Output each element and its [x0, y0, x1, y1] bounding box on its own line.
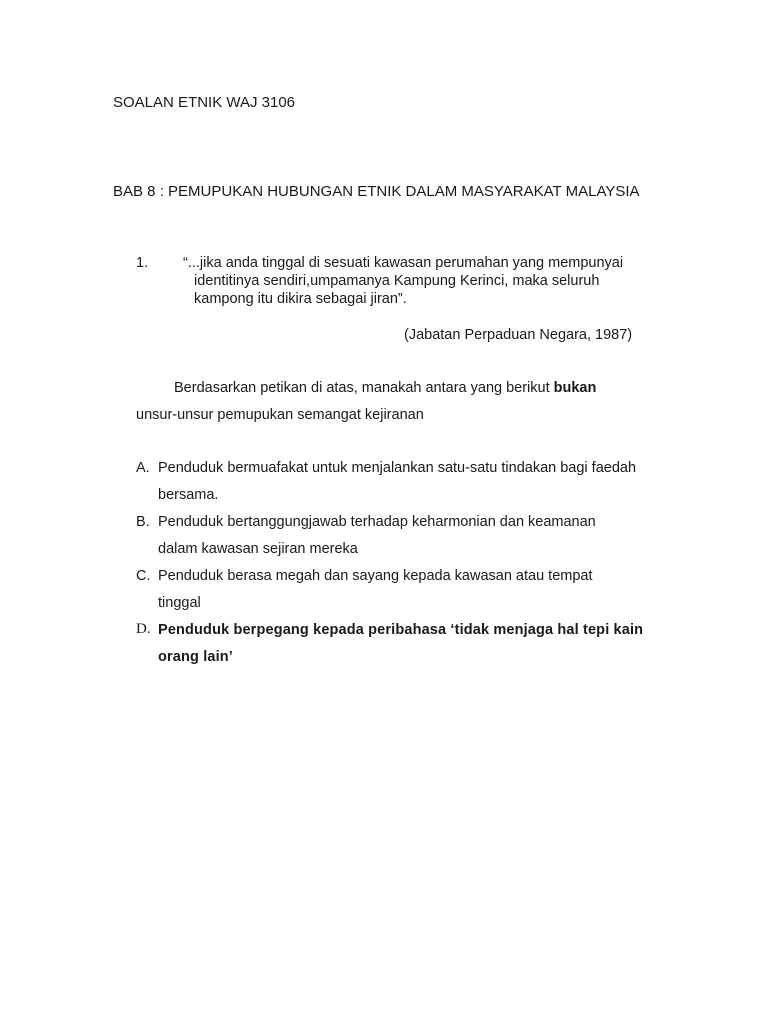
- option-c-text-line-1: Penduduk berasa megah dan sayang kepada kawasan atau tempat: [158, 568, 593, 584]
- option-b-letter: B.: [136, 514, 150, 530]
- question-stem-line-2: unsur-unsur pemupukan semangat kejiranan: [136, 407, 424, 423]
- question-number: 1.: [136, 255, 149, 271]
- option-c-letter: C.: [136, 568, 151, 584]
- quote-citation: (Jabatan Perpaduan Negara, 1987): [404, 327, 633, 343]
- option-b-text-line-2: dalam kawasan sejiran mereka: [158, 541, 358, 557]
- option-c-text-line-2: tinggal: [158, 595, 201, 611]
- question-stem-emphasis: bukan: [553, 380, 597, 396]
- option-d-text-line-1: Penduduk berpegang kepada peribahasa ‘tidak menjaga hal tepi kain: [158, 622, 644, 638]
- quote-line: kampong itu dikira sebagai jiran”.: [194, 291, 407, 307]
- option-d-letter: D.: [136, 621, 151, 637]
- question-stem-text: Berdasarkan petikan di atas, manakah antara yang berikut: [174, 380, 554, 396]
- option-a-letter: A.: [136, 460, 150, 476]
- question-stem-line-1: [174, 380, 596, 396]
- option-b-text-line-1: Penduduk bertanggungjawab terhadap keharmonian dan keamanan: [158, 514, 596, 530]
- quote-line: “...jika anda tinggal di sesuati kawasan perumahan yang mempunyai: [183, 255, 624, 271]
- chapter-title: BAB 8 : PEMUPUKAN HUBUNGAN ETNIK DALAM MASYARAKAT MALAYSIA: [113, 183, 640, 200]
- option-a-text-line-1: Penduduk bermuafakat untuk menjalankan satu-satu tindakan bagi faedah: [158, 460, 637, 476]
- option-a-text-line-2: bersama.: [158, 487, 219, 503]
- document-title: SOALAN ETNIK WAJ 3106: [113, 94, 296, 111]
- option-d-text-line-2: orang lain’: [158, 649, 233, 665]
- quote-line: identitinya sendiri,umpamanya Kampung Kerinci, maka seluruh: [194, 273, 600, 289]
